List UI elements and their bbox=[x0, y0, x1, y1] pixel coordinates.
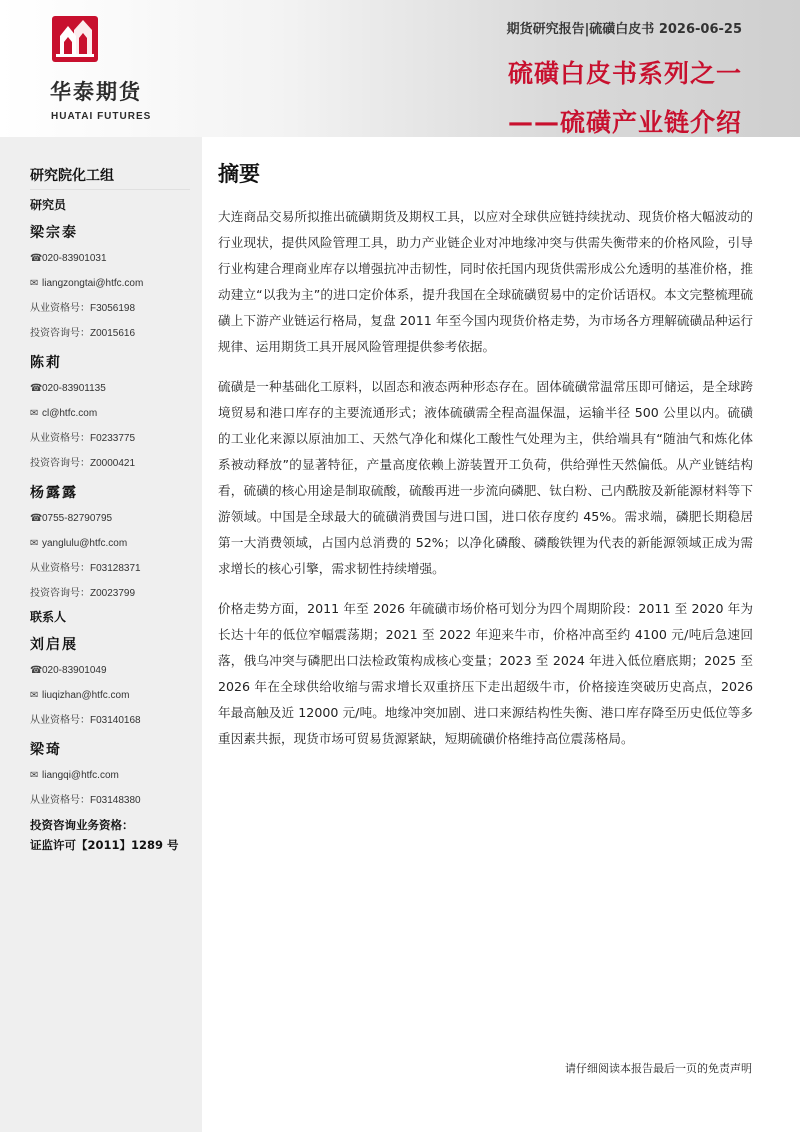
email-line bbox=[30, 401, 195, 426]
sidebar-divider bbox=[30, 189, 190, 190]
logo-chinese-text: 华泰期货 bbox=[50, 80, 142, 104]
license-number: 从业资格号：F3056198 bbox=[30, 303, 136, 314]
phone-icon: ☎ bbox=[30, 513, 43, 524]
report-subtitle: ——硫磺产业链介绍 bbox=[507, 108, 742, 137]
report-type-date: 期货研究报告|硫磺白皮书 2026-06-25 bbox=[506, 22, 742, 37]
qualification-license: 证监许可【2011】1289 号 bbox=[30, 838, 179, 852]
contact-heading: 联系人 bbox=[30, 610, 67, 624]
license-number: 从业资格号：F0233775 bbox=[30, 433, 136, 444]
email-line bbox=[30, 271, 195, 296]
contact-name: 刘启展 bbox=[30, 637, 78, 653]
phone-line bbox=[30, 658, 195, 683]
phone-number: 020-83901049 bbox=[42, 665, 107, 676]
phone-number: 020-83901031 bbox=[42, 253, 107, 264]
abstract-heading: 摘要 bbox=[218, 162, 260, 186]
email-address[interactable]: liangzongtai@htfc.com bbox=[42, 278, 144, 289]
contact-card bbox=[30, 632, 195, 733]
email-icon: ✉ bbox=[30, 538, 39, 549]
abstract-section bbox=[218, 156, 753, 752]
email-line bbox=[30, 531, 195, 556]
license-number: 从业资格号：F03148380 bbox=[30, 795, 141, 806]
email-line bbox=[30, 763, 195, 788]
researcher-card bbox=[30, 350, 195, 476]
advisory-number: 投资咨询号：Z0000421 bbox=[30, 458, 136, 469]
advisory-number: 投资咨询号：Z0023799 bbox=[30, 588, 136, 599]
email-line bbox=[30, 683, 195, 708]
email-address[interactable]: liuqizhan@htfc.com bbox=[42, 690, 130, 701]
researcher-card bbox=[30, 480, 195, 606]
researcher-card bbox=[30, 220, 195, 346]
email-icon: ✉ bbox=[30, 690, 39, 701]
report-header bbox=[0, 0, 800, 137]
qualification-label: 投资咨询业务资格： bbox=[30, 818, 134, 832]
phone-line bbox=[30, 376, 195, 401]
email-icon: ✉ bbox=[30, 278, 39, 289]
email-address[interactable]: cl@htfc.com bbox=[42, 408, 98, 419]
contact-name: 梁琦 bbox=[30, 742, 62, 758]
research-group-title: 研究院化工组 bbox=[30, 168, 114, 184]
disclaimer-note: 请仔细阅读本报告最后一页的免责声明 bbox=[565, 1062, 752, 1075]
email-address[interactable]: liangqi@htfc.com bbox=[42, 770, 119, 781]
researcher-name: 陈莉 bbox=[30, 355, 62, 371]
license-number: 从业资格号：F03140168 bbox=[30, 715, 141, 726]
huatai-logo-icon bbox=[52, 16, 98, 62]
author-list bbox=[30, 194, 195, 855]
abstract-paragraph: 硫磺是一种基础化工原料，以固态和液态两种形态存在。固体硫磺常温常压即可储运，是全球跨境贸易和港口库存的主要流通形式；液体硫磺需全程高温保温，运输半径 500 公里以内。硫磺的工业化来源以原油加工、天然气净化和煤化工酸性气处理为主，供给端具有“随油气和炼化体系被动释放”的显著特征，产量高度依赖上游装置开工负荷，供给弹性天然偏低。从产业链结构看，硫磺的核心用途是制取硫酸，硫酸再进一步流向磷肥、钛白粉、己内酰胺及新能源材料等下游领域。中国是全球最大的硫磺消费国与进口国，进口依存度约 45%。需求端，磷肥长期稳居第一大消费领域，占国内总消费的 52%；以净化磷酸、磷酸铁锂为代表的新能源领域正成为需求增长的核心引擎，需求韧性持续增强。 bbox=[218, 379, 753, 576]
phone-icon: ☎ bbox=[30, 253, 43, 264]
abstract-paragraph: 大连商品交易所拟推出硫磺期货及期权工具，以应对全球供应链持续扰动、现货价格大幅波动的行业现状，提供风险管理工具，助力产业链企业对冲地缘冲突与供需失衡带来的价格风险，引导行业构建合理商业库存以增强抗冲击韧性，同时依托国内现货供需形成公允透明的基准价格，推动建立“以我为主”的进口定价体系，提升我国在全球硫磺贸易中的定价话语权。本文完整梳理硫磺上下游产业链运行格局，复盘 2011 年至今国内现货价格走势，为市场各方理解硫磺品种运行规律、运用期货工具开展风险管理提供参考依据。 bbox=[218, 209, 753, 354]
researcher-name: 梁宗泰 bbox=[30, 225, 78, 241]
phone-number: 020-83901135 bbox=[42, 383, 106, 394]
license-number: 从业资格号：F03128371 bbox=[30, 563, 141, 574]
email-address[interactable]: yanglulu@htfc.com bbox=[42, 538, 128, 549]
researcher-heading: 研究员 bbox=[30, 198, 67, 212]
report-title: 硫磺白皮书系列之一 bbox=[507, 59, 742, 88]
advisory-number: 投资咨询号：Z0015616 bbox=[30, 328, 136, 339]
researcher-name: 杨露露 bbox=[30, 485, 78, 501]
logo-english-text: HUATAI FUTURES bbox=[51, 111, 152, 122]
contact-card bbox=[30, 737, 195, 813]
email-icon: ✉ bbox=[30, 770, 39, 781]
phone-line bbox=[30, 246, 195, 271]
author-sidebar bbox=[0, 137, 202, 1132]
abstract-paragraph: 价格走势方面，2011 年至 2026 年硫磺市场价格可划分为四个周期阶段：2011 至 2020 年为长达十年的低位窄幅震荡期；2021 至 2022 年迎来牛市，价格冲高至约 4100 元/吨后急速回落，俄乌冲突与磷肥出口法检政策构成核心变量；2023 至 2024 年进入低位磨底期；2025 至 2026 年在全球供给收缩与需求增长双重挤压下走出超级牛市，价格接连突破历史高点，2026 年最高触及近 12000 元/吨。地缘冲突加剧、进口来源结构性失衡、港口库存降至历史低位等多重因素共振，现货市场可贸易货源紧缺，短期硫磺价格维持高位震荡格局。 bbox=[218, 601, 753, 746]
phone-icon: ☎ bbox=[30, 383, 43, 394]
company-logo bbox=[50, 16, 152, 122]
phone-icon: ☎ bbox=[30, 665, 43, 676]
phone-number: 0755-82790795 bbox=[42, 513, 113, 524]
email-icon: ✉ bbox=[30, 408, 39, 419]
phone-line bbox=[30, 506, 195, 531]
